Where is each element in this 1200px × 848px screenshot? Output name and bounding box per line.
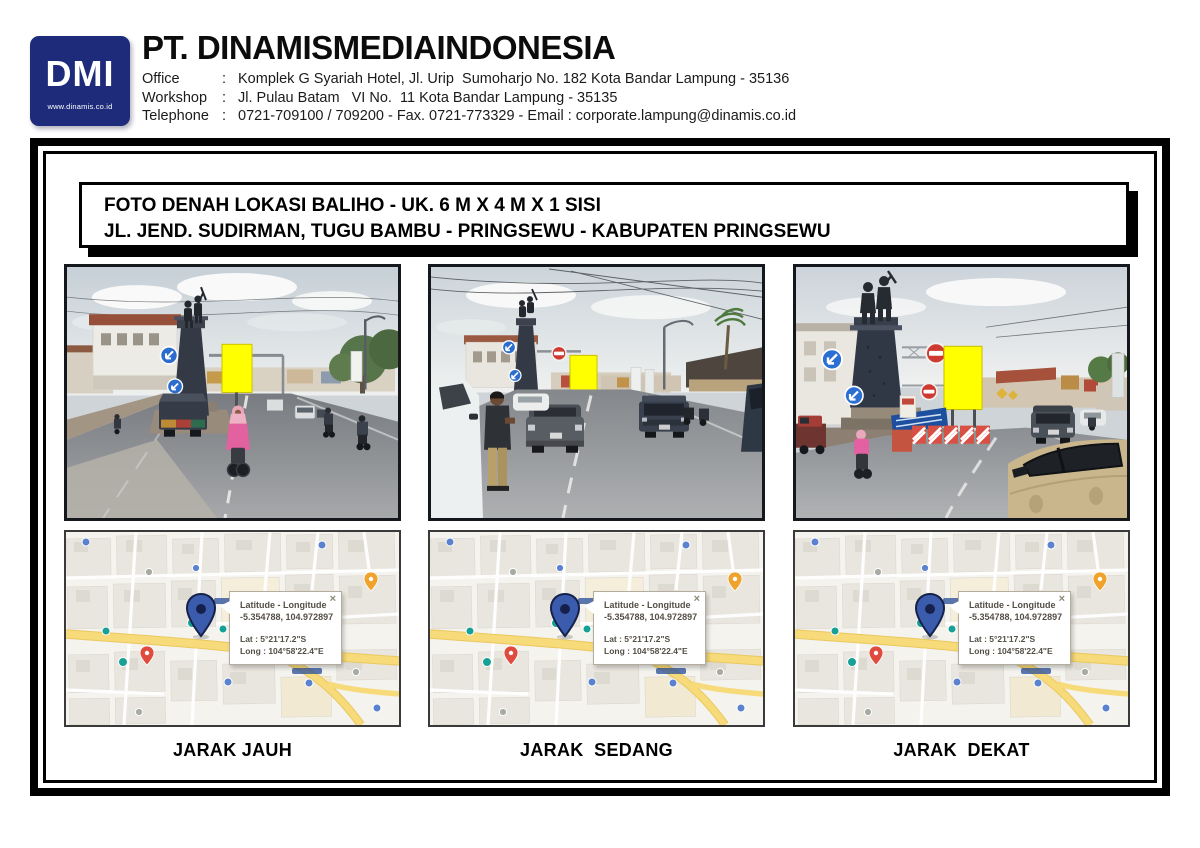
company-logo [30,36,130,126]
popup-latitude: Lat : 5°21'17.2"S [969,634,1036,644]
popup-latitude: Lat : 5°21'17.2"S [240,634,307,644]
contact-value: 0721-709100 / 709200 - Fax. 0721-773329 - Email : corporate.lampung@dinamis.co.id [238,108,797,124]
parked-car-white [513,394,549,411]
popup-latitude: Lat : 5°21'17.2"S [604,634,671,644]
no-entry-sign-icon [552,346,566,360]
street-photo-near [796,267,1127,518]
contact-row-workshop [142,89,1042,108]
popup-title: Latitude - Longitude [604,600,691,610]
distance-caption-near: JARAK DEKAT [893,740,1030,760]
motorbikes-small [1088,418,1096,431]
content-frame-inner [43,151,1157,783]
popup-longitude: Long : 104°58'22.4"E [240,646,324,656]
van-white-foreground [431,379,483,518]
map-panel-far [64,530,401,727]
contact-row-office [142,70,1042,89]
contact-separator: : [222,71,227,87]
popup-longitude: Long : 104°58'22.4"E [969,646,1053,656]
popup-decimal-coordinates: -5.354788, 104.972897 [240,612,334,622]
contact-value: Jl. Pulau Batam VI No. 11 Kota Bandar Lampung - 35135 [238,89,618,106]
contact-label: Telephone [142,108,209,124]
suv-gray [526,405,584,453]
logo-abbr: DMI [45,53,115,94]
street-photo-far [67,267,398,518]
close-icon: × [1058,593,1065,605]
contact-value: Komplek G Syariah Hotel, Jl. Urip Sumoharjo No. 182 Kota Bandar Lampung - 35136 [238,71,790,87]
distance-caption-far: JARAK JAUH [172,740,292,760]
popup-title: Latitude - Longitude [969,600,1056,610]
popup-decimal-coordinates: -5.354788, 104.972897 [604,612,698,622]
contact-separator: : [222,89,227,106]
photo-panel-near [793,264,1130,521]
sedan-right-edge [741,383,762,451]
contact-row-telephone [142,107,1042,126]
location-title-box [79,182,1129,248]
contact-label: Workshop [142,89,208,106]
coordinates-popup [229,591,342,665]
van-dark [639,396,689,438]
coordinates-popup [958,591,1071,665]
title-line-2: JL. JEND. SUDIRMAN, TUGU BAMBU - PRINGSEWU - KABUPATEN PRINGSEWU [104,221,831,242]
popup-longitude: Long : 104°58'22.4"E [604,646,688,656]
popup-decimal-coordinates: -5.354788, 104.972897 [969,612,1063,622]
title-line-1: FOTO DENAH LOKASI BALIHO - UK. 6 M X 4 M X 1 SISI [104,195,601,216]
photo-panel-medium [428,264,765,521]
contact-block [142,70,1042,126]
billboard-highlight [944,346,982,427]
contact-label: Office [142,71,180,87]
company-header [142,30,1042,126]
photo-panel-far [64,264,401,521]
street-photo-medium [431,267,762,518]
map-panel-near [793,530,1130,727]
popup-title: Latitude - Longitude [240,600,327,610]
close-icon: × [329,593,336,605]
distance-caption-medium: JARAK SEDANG [520,740,673,760]
close-icon: × [693,593,700,605]
map-panel-medium [428,530,765,727]
logo-website: www.dinamis.co.id [47,102,113,111]
contact-separator: : [222,108,227,124]
content-frame [30,138,1170,796]
company-name: PT. DINAMISMEDIAINDONESIA [142,29,616,66]
coordinates-popup [593,591,706,665]
truck-left [796,416,826,455]
